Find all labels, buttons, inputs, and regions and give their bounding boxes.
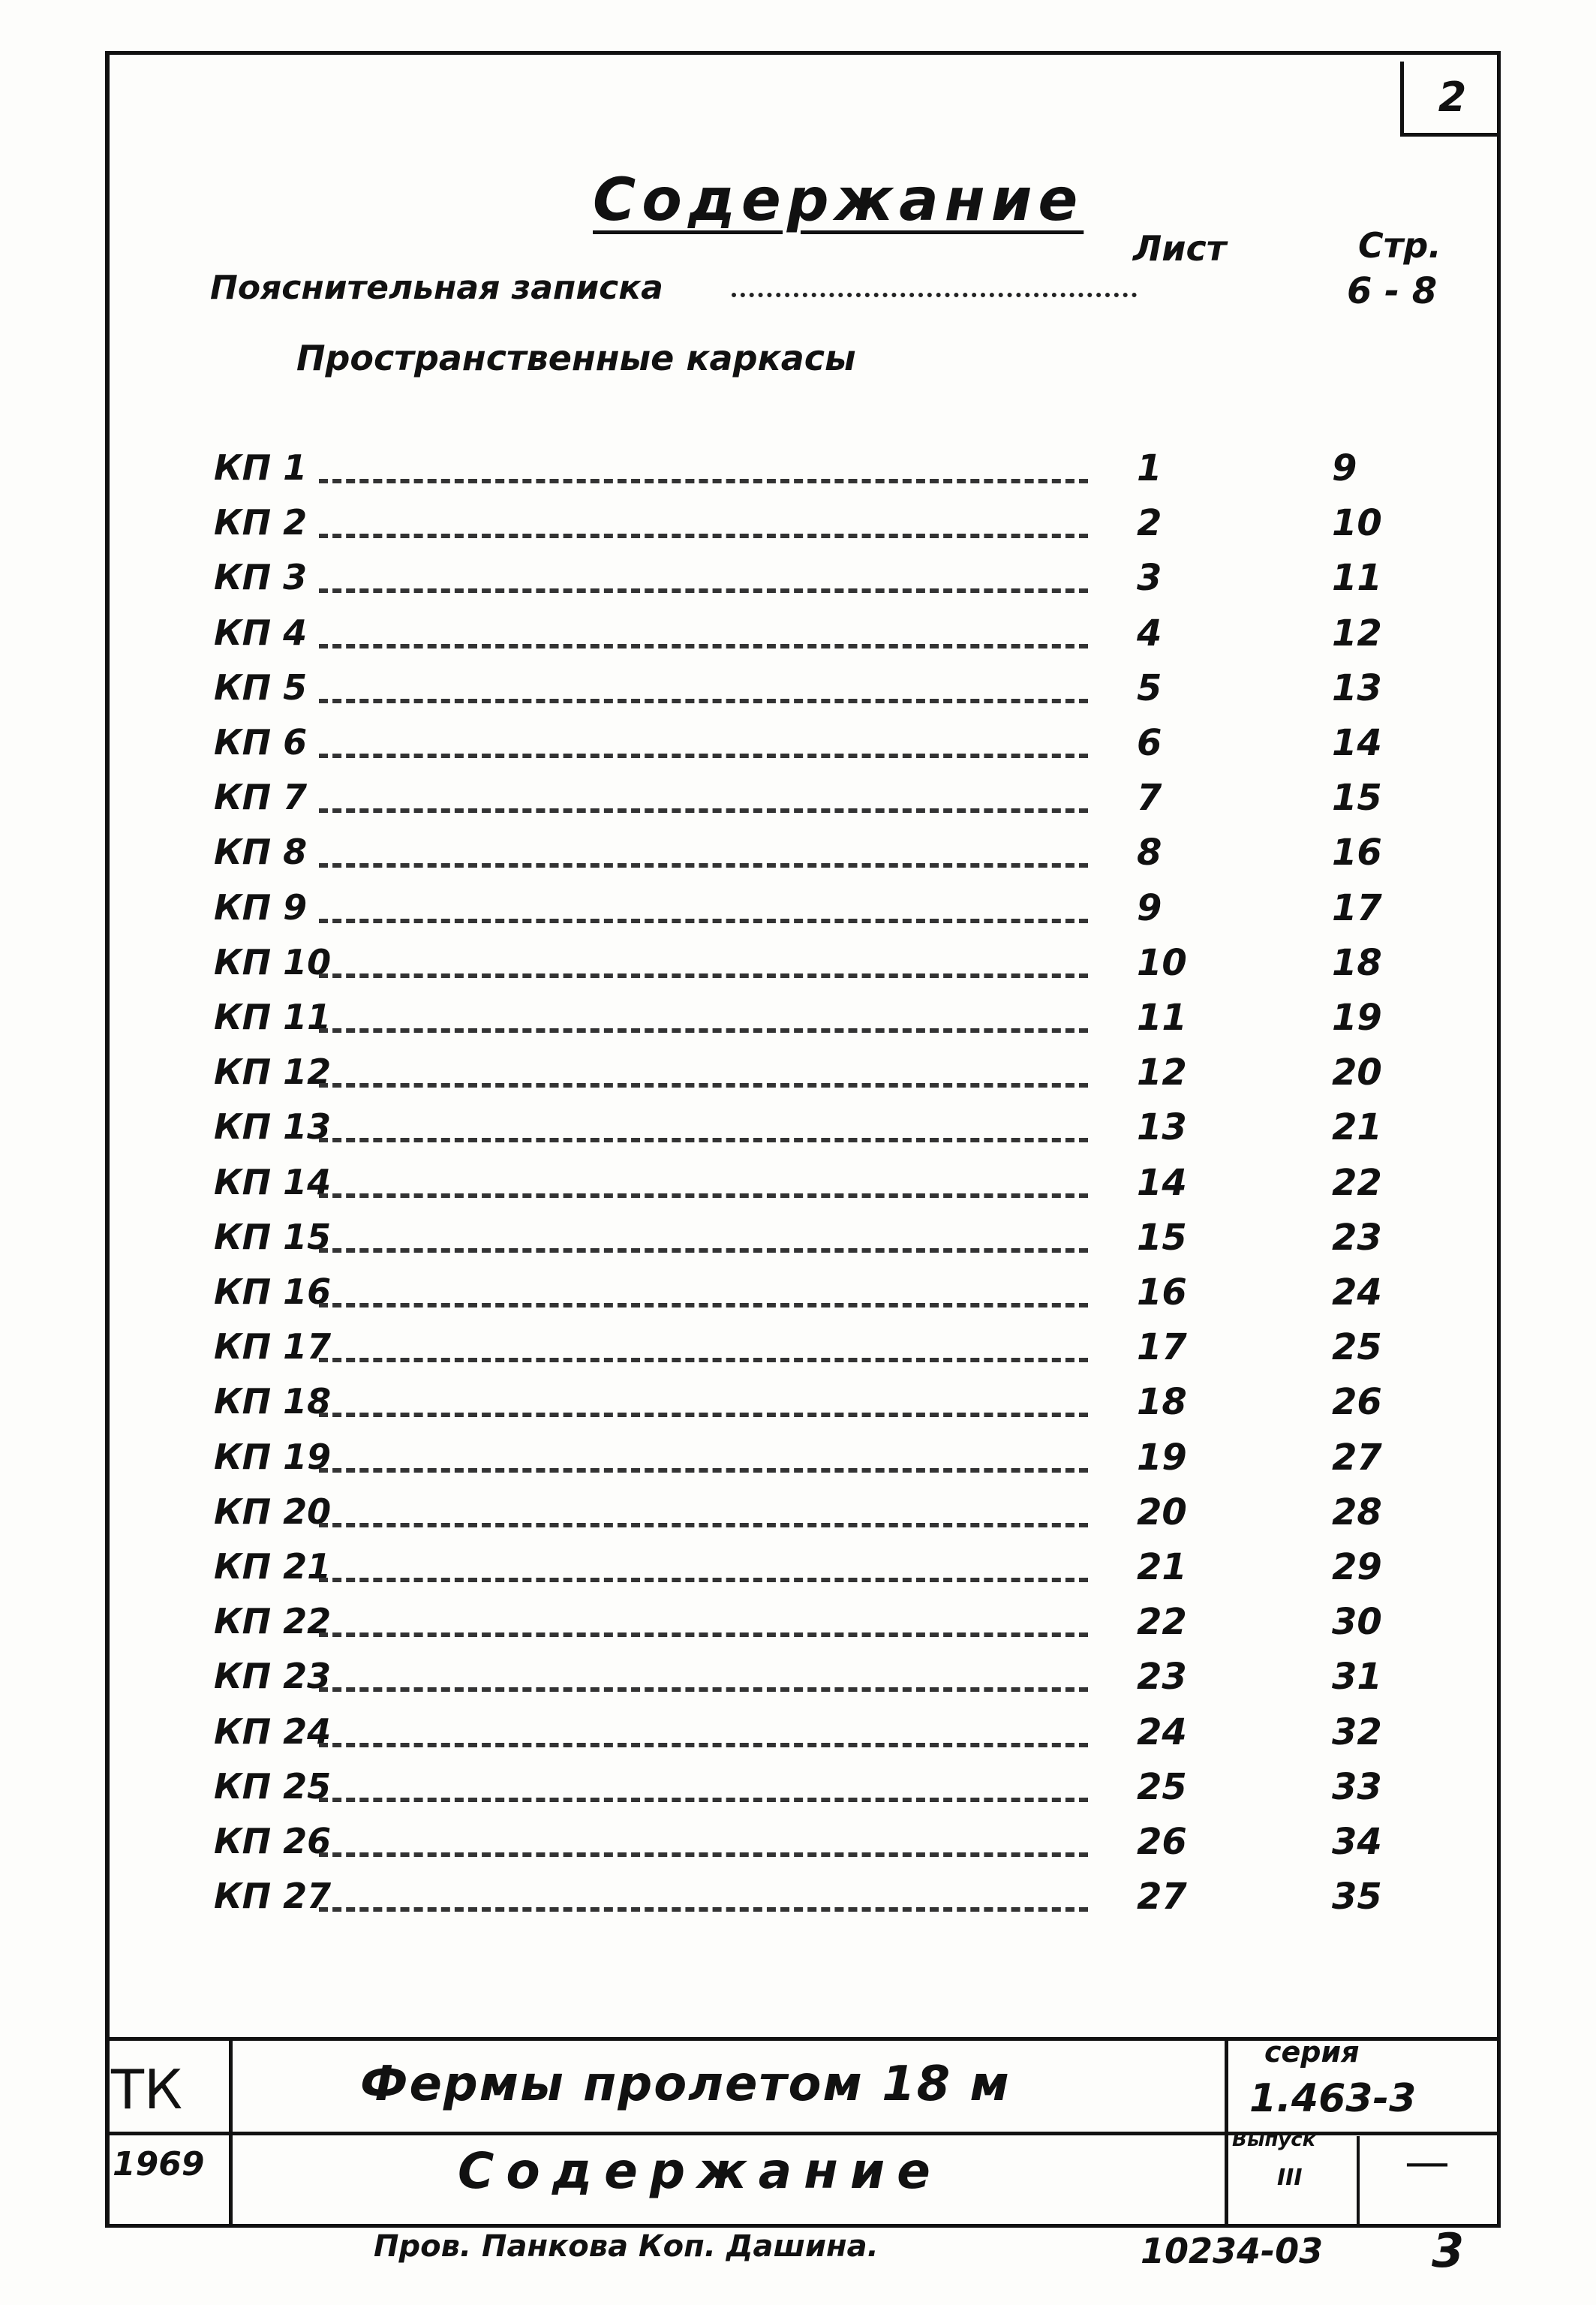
title-block-name: Фермы пролетом 18 м (360, 2057, 1011, 2112)
contents-row (0, 1711, 1596, 1764)
entry-page: 20 (1332, 1052, 1382, 1094)
leader-dots (319, 1743, 1088, 1747)
leader-dots (319, 1358, 1088, 1362)
entry-sheet: 20 (1137, 1491, 1187, 1533)
title-block-divider (1357, 2136, 1360, 2228)
entry-sheet: 21 (1137, 1546, 1187, 1588)
contents-row (0, 1106, 1596, 1159)
entry-sheet: 16 (1137, 1271, 1187, 1313)
page-title: Содержание (593, 167, 1084, 234)
contents-row (0, 1381, 1596, 1434)
entry-sheet: 13 (1137, 1106, 1187, 1148)
contents-row (0, 502, 1596, 555)
entry-sheet: 17 (1137, 1326, 1187, 1368)
leader-dots (319, 754, 1088, 758)
explanatory-note-pages: 6 - 8 (1347, 270, 1438, 312)
entry-sheet: 11 (1137, 997, 1187, 1039)
entry-name: КП 9 (214, 887, 308, 928)
leader-dots (319, 863, 1088, 868)
contents-row (0, 1217, 1596, 1269)
entry-page: 30 (1332, 1601, 1382, 1643)
contents-row (0, 832, 1596, 884)
contents-row (0, 722, 1596, 775)
entry-page: 10 (1332, 502, 1382, 544)
entry-page: 24 (1332, 1271, 1382, 1313)
entry-page: 11 (1332, 557, 1382, 599)
contents-row (0, 1546, 1596, 1599)
leader-dots (319, 1687, 1088, 1692)
contents-row (0, 1766, 1596, 1819)
entry-page: 9 (1332, 447, 1357, 489)
column-header-sheet: Лист (1133, 228, 1227, 269)
contents-row (0, 1271, 1596, 1324)
entry-name: КП 10 (214, 942, 332, 982)
entry-name: КП 26 (214, 1821, 332, 1861)
entry-page: 14 (1332, 722, 1382, 764)
leader-dots (319, 1632, 1088, 1637)
leader-dots (319, 588, 1088, 593)
entry-sheet: 19 (1137, 1437, 1187, 1479)
contents-row (0, 887, 1596, 940)
entry-sheet: 6 (1137, 722, 1162, 764)
entry-name: КП 14 (214, 1162, 332, 1202)
entry-page: 35 (1332, 1876, 1382, 1918)
entry-page: 23 (1332, 1217, 1382, 1259)
contents-row (0, 557, 1596, 609)
entry-sheet: 7 (1137, 777, 1162, 819)
entry-name: КП 19 (214, 1437, 332, 1477)
leader-dots (319, 1798, 1088, 1802)
leader-dots (319, 1413, 1088, 1417)
contents-row (0, 1437, 1596, 1489)
entry-name: КП 4 (214, 612, 308, 653)
issue-label: Выпуск (1232, 2129, 1316, 2151)
entry-page: 28 (1332, 1491, 1382, 1533)
entry-page: 25 (1332, 1326, 1382, 1368)
entry-page: 33 (1332, 1766, 1382, 1808)
entry-sheet: 23 (1137, 1656, 1187, 1698)
leader-dots (319, 479, 1088, 483)
contents-row (0, 1162, 1596, 1214)
series-value: 1.463-3 (1249, 2076, 1417, 2121)
entry-name: КП 17 (214, 1326, 332, 1367)
entry-name: КП 11 (214, 997, 332, 1037)
entry-name: КП 18 (214, 1381, 332, 1422)
series-label: серия (1264, 2036, 1360, 2069)
column-header-page: Стр. (1358, 225, 1441, 266)
contents-row (0, 612, 1596, 665)
contents-row (0, 1601, 1596, 1654)
leader-dots (319, 919, 1088, 923)
leader-dots (319, 644, 1088, 648)
entry-name: КП 20 (214, 1491, 332, 1532)
entry-page: 13 (1332, 667, 1382, 709)
document-code: 10234-03 (1141, 2231, 1324, 2271)
entry-page: 16 (1332, 832, 1382, 874)
contents-row (0, 447, 1596, 500)
entry-sheet: 24 (1137, 1711, 1187, 1753)
entry-sheet: 8 (1137, 832, 1162, 874)
leader-dots (319, 1248, 1088, 1253)
leader-dots (319, 699, 1088, 703)
issue-number: III (1277, 2165, 1303, 2191)
entry-name: КП 23 (214, 1656, 332, 1696)
entry-sheet: 26 (1137, 1821, 1187, 1863)
entry-page: 34 (1332, 1821, 1382, 1863)
leader-dots (319, 973, 1088, 978)
entry-name: КП 22 (214, 1601, 332, 1641)
entry-page: 22 (1332, 1162, 1382, 1204)
leader-dots (319, 1193, 1088, 1198)
entry-sheet: 10 (1137, 942, 1187, 984)
leader-dots (319, 1083, 1088, 1088)
entry-sheet: 2 (1137, 502, 1162, 544)
entry-name: КП 3 (214, 557, 308, 597)
leader-dots (319, 808, 1088, 813)
entry-name: КП 5 (214, 667, 308, 708)
leader-dots (319, 1303, 1088, 1307)
entry-name: КП 21 (214, 1546, 332, 1587)
entry-sheet: 5 (1137, 667, 1162, 709)
entry-sheet: 3 (1137, 557, 1162, 599)
contents-row (0, 777, 1596, 829)
entry-sheet: 15 (1137, 1217, 1187, 1259)
entry-page: 21 (1332, 1106, 1382, 1148)
explanatory-note-label: Пояснительная записка (210, 269, 663, 307)
section-heading: Пространственные каркасы (296, 338, 856, 378)
entry-sheet: 4 (1137, 612, 1162, 654)
entry-sheet: 18 (1137, 1381, 1187, 1423)
entry-name: КП 25 (214, 1766, 332, 1807)
contents-row (0, 942, 1596, 995)
leader-dots (319, 1852, 1088, 1857)
entry-page: 18 (1332, 942, 1382, 984)
leader-dots (319, 1468, 1088, 1473)
title-block-subtitle: Содержание (458, 2142, 942, 2200)
contents-row (0, 1656, 1596, 1708)
entry-page: 12 (1332, 612, 1382, 654)
contents-row (0, 1491, 1596, 1544)
leader-dots (319, 1578, 1088, 1582)
entry-name: КП 6 (214, 722, 308, 763)
page-number: 3 (1432, 2223, 1465, 2278)
entry-page: 31 (1332, 1656, 1382, 1698)
entry-page: 27 (1332, 1437, 1382, 1479)
leader-dots (319, 1907, 1088, 1912)
entry-name: КП 13 (214, 1106, 332, 1147)
leader-dots (732, 293, 1137, 297)
entry-name: КП 1 (214, 447, 308, 488)
title-block-code: ТК (111, 2058, 183, 2121)
entry-name: КП 12 (214, 1052, 332, 1092)
entry-page: 19 (1332, 997, 1382, 1039)
entry-name: КП 15 (214, 1217, 332, 1257)
entry-sheet: 22 (1137, 1601, 1187, 1643)
entry-page: 15 (1332, 777, 1382, 819)
entry-sheet: 12 (1137, 1052, 1187, 1094)
entry-sheet: 14 (1137, 1162, 1187, 1204)
checker-signature: Пров. Панкова Коп. Дашина. (374, 2229, 879, 2264)
entry-page: 32 (1332, 1711, 1382, 1753)
entry-page: 17 (1332, 887, 1382, 929)
entry-name: КП 2 (214, 502, 308, 543)
entry-name: КП 24 (214, 1711, 332, 1752)
entry-page: 26 (1332, 1381, 1382, 1423)
sheet-number: 2 (1400, 62, 1501, 137)
leader-dots (319, 1138, 1088, 1142)
contents-row (0, 1052, 1596, 1104)
leader-dots (319, 1028, 1088, 1033)
title-block-year: 1969 (113, 2145, 205, 2183)
entry-name: КП 8 (214, 832, 308, 872)
entry-page: 29 (1332, 1546, 1382, 1588)
contents-row (0, 1876, 1596, 1928)
entry-sheet: 1 (1137, 447, 1162, 489)
contents-row (0, 1326, 1596, 1379)
entry-name: КП 16 (214, 1271, 332, 1312)
leader-dots (319, 534, 1088, 538)
issue-value: — (1405, 2136, 1450, 2189)
contents-row (0, 667, 1596, 720)
entry-name: КП 7 (214, 777, 308, 817)
contents-row (0, 997, 1596, 1049)
leader-dots (319, 1523, 1088, 1527)
contents-row (0, 1821, 1596, 1873)
entry-sheet: 25 (1137, 1766, 1187, 1808)
entry-name: КП 27 (214, 1876, 332, 1916)
entry-sheet: 27 (1137, 1876, 1187, 1918)
entry-sheet: 9 (1137, 887, 1162, 929)
